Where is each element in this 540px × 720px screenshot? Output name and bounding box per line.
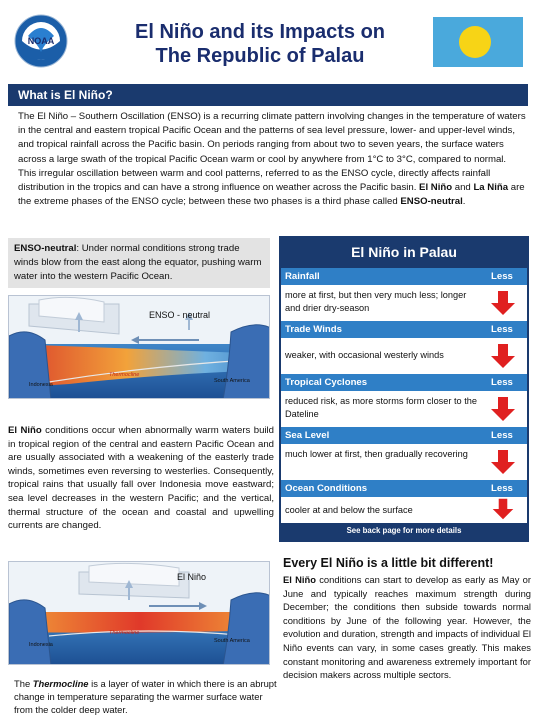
down-arrow-icon — [491, 497, 515, 521]
intro-bold-enso-neutral: ENSO-neutral — [400, 196, 463, 208]
row-header-tropical-cyclones — [281, 374, 527, 391]
different-text: conditions can start to develop as early as May or June and typically reaches maximum strength during December; the conditions then subside towards normal conditions by June of the following year. However, the evolution and duration, strength and impacts of individual El Niño events can vary, in some cases greatly. This makes constant monitoring and awareness extremely important for decision makers across multiple sectors. — [283, 574, 531, 681]
diagram-el-nino-title: El Niño — [177, 572, 207, 582]
palau-flag-icon — [433, 17, 523, 67]
row-category: Sea Level — [285, 430, 330, 441]
row-category: Trade Winds — [285, 324, 342, 335]
flag-moon — [459, 26, 491, 58]
page-title — [90, 20, 430, 68]
page-title-line-2: The Republic of Palau — [155, 45, 365, 67]
row-description: much lower at first, then gradually recovering — [285, 449, 468, 459]
diagram-el-nino-indonesia: Indonesia — [29, 642, 53, 648]
intro-bold-la-nina: La Niña — [473, 182, 509, 194]
what-is-paragraph — [18, 110, 526, 209]
diagram-neutral-thermocline: Thermocline — [109, 372, 140, 378]
down-arrow-icon — [489, 289, 517, 317]
panel-title: El Niño in Palau — [351, 244, 457, 260]
el-nino-diagram — [8, 561, 270, 665]
down-arrow-icon — [489, 342, 517, 370]
row-body-rainfall — [281, 285, 527, 321]
intro-text-1: The El Niño – Southern Oscillation (ENSO) is a recurring climate pattern involving changes in the temperature of waters in the central and eastern tropical Pacific Ocean and the patterns of sea level pressure, lower- and upper-level winds, and tropical rainfall across the Pacific basin. On periods ranging from about two to seven years, the surface waters across a large swath of the tropical Pacific Ocean warm or cool by anywhere from 1°C to 3°C, compared to normal. This irregular oscillation between warm and cool patterns, referred to as the ENSO cycle, directly affects rainfall distribution in the tropics and can have a strong influence on weather across the Pacific basin. — [18, 111, 526, 194]
row-change: Less — [491, 430, 513, 441]
row-change: Less — [491, 483, 513, 494]
el-nino-conditions-bold: El Niño — [8, 425, 42, 436]
every-el-nino-different-heading: Every El Niño is a little bit different! — [283, 556, 494, 570]
noaa-logo-text: NOAA — [27, 36, 55, 46]
thermocline-note — [14, 677, 278, 716]
row-description: more at first, but then very much less; longer and drier dry-season — [285, 290, 467, 313]
page-title-line-1: El Niño and its Impacts on — [134, 21, 386, 43]
row-body-ocean-conditions — [281, 497, 527, 523]
intro-text-2: and — [452, 182, 474, 194]
row-category: Ocean Conditions — [285, 483, 368, 494]
intro-text-4: . — [462, 196, 466, 208]
diagram-el-nino-thermocline: Thermocline — [109, 630, 140, 636]
diagram-el-nino-south-america: South America — [214, 638, 250, 644]
different-bold: El Niño — [283, 574, 316, 585]
row-body-sea-level — [281, 444, 527, 480]
what-is-heading: What is El Niño? — [18, 88, 113, 102]
row-category: Rainfall — [285, 271, 320, 282]
row-header-ocean-conditions — [281, 480, 527, 497]
row-description: weaker, with occasional westerly winds — [285, 350, 444, 360]
intro-text-3: are the extreme phases of the ENSO cycle; between these two phases is a third phase called — [18, 182, 525, 208]
diagram-neutral-indonesia: Indonesia — [29, 382, 53, 388]
what-is-section-header — [8, 84, 528, 106]
enso-neutral-bold: ENSO-neutral — [14, 243, 77, 254]
row-change: Less — [491, 324, 513, 335]
row-body-tropical-cyclones — [281, 391, 527, 427]
down-arrow-icon — [489, 395, 517, 423]
thermocline-prefix: The — [14, 678, 33, 689]
every-el-nino-different-paragraph — [283, 573, 531, 682]
noaa-logo-icon — [14, 14, 68, 68]
thermocline-text: is a layer of water in which there is an abrupt change in temperature separating the warmer surface water from the colder deep water. — [14, 678, 277, 715]
diagram-neutral-south-america: South America — [214, 378, 250, 384]
el-nino-in-palau-panel — [279, 236, 529, 542]
row-change: Less — [491, 271, 513, 282]
row-header-sea-level — [281, 427, 527, 444]
row-description: cooler at and below the surface — [285, 505, 413, 515]
row-change: Less — [491, 377, 513, 388]
intro-bold-el-nino: El Niño — [419, 182, 453, 194]
down-arrow-icon — [489, 448, 517, 476]
row-header-trade-winds — [281, 321, 527, 338]
diagram-neutral-title: ENSO - neutral — [149, 310, 211, 320]
enso-neutral-box — [8, 238, 270, 288]
panel-footer-link: See back page for more details — [346, 526, 462, 535]
page-header — [0, 0, 540, 80]
row-body-trade-winds — [281, 338, 527, 374]
enso-neutral-text: : Under normal conditions strong trade winds blow from the east along the equator, pushing warm water into the western Pacific Ocean. — [14, 243, 262, 282]
enso-neutral-diagram — [8, 295, 270, 399]
thermocline-term: Thermocline — [32, 678, 89, 689]
row-category: Tropical Cyclones — [285, 377, 368, 388]
el-nino-conditions-text: conditions occur when abnormally warm waters build in tropical region of the central and eastern Pacific Ocean and are usually associated with a weakening of the easterly trade winds, sometimes even reversing to westerlies. Consequently, tropical rains that usually fall over Indonesia move eastward; sea level decreases in the western Pacific; and the vertical, thermal structure of the ocean and coastal and upwelling currents are changed. — [8, 425, 275, 532]
el-nino-conditions-paragraph — [8, 424, 274, 533]
row-header-rainfall — [281, 268, 527, 285]
row-description: reduced risk, as more storms form closer to the Dateline — [285, 396, 477, 419]
